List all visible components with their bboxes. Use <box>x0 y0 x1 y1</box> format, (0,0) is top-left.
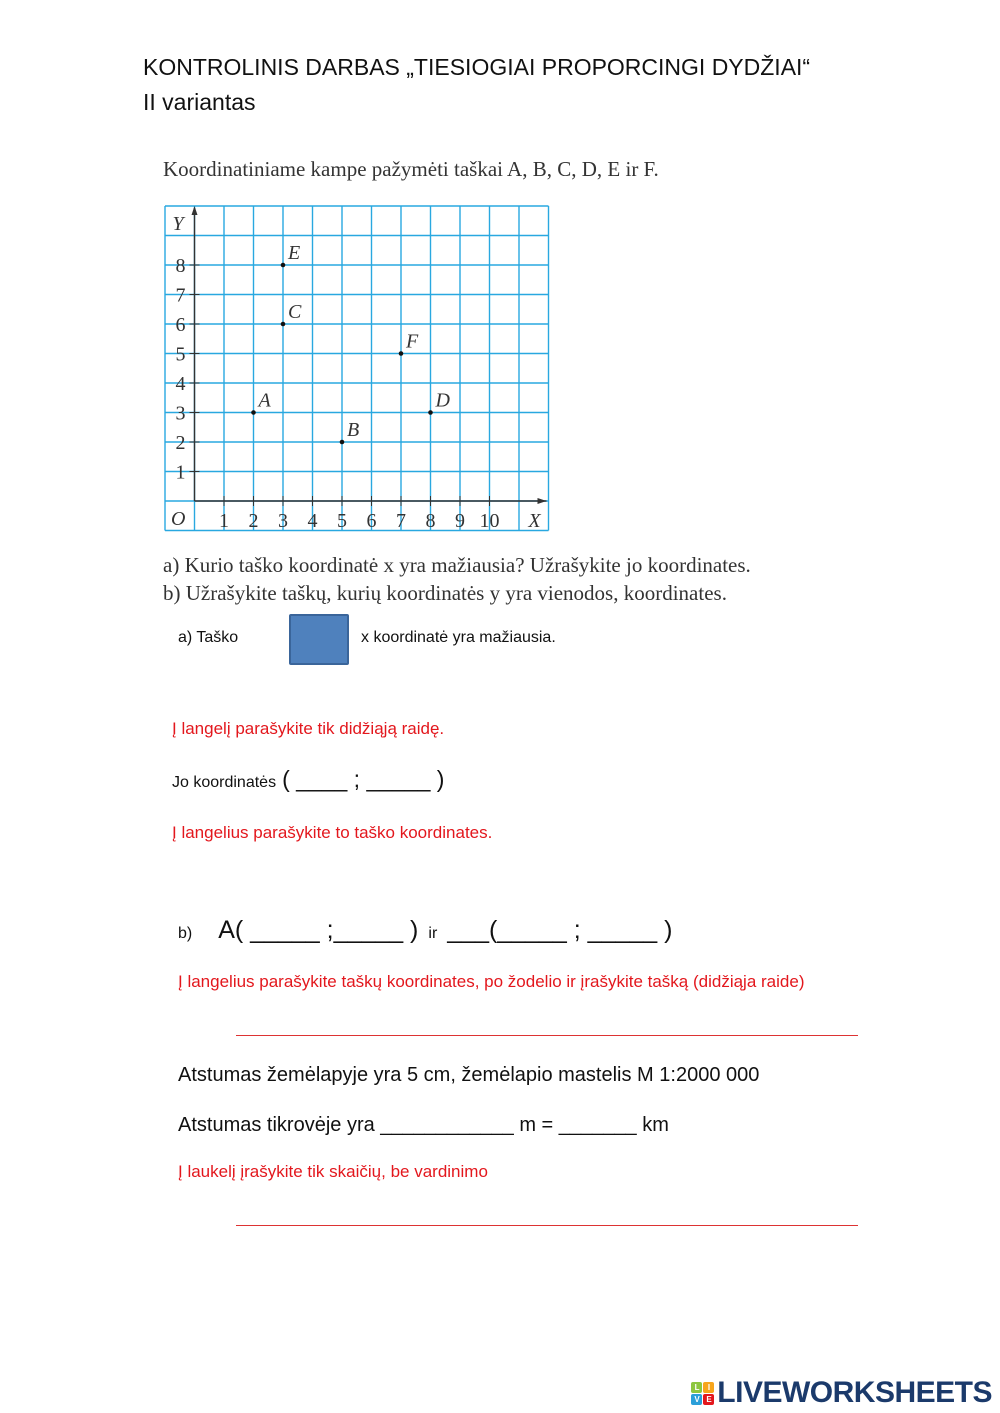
point-D <box>428 410 433 415</box>
point-label-B: B <box>347 419 360 441</box>
part-b-row <box>178 916 672 945</box>
question-a: a) Kurio taško koordinatė x yra mažiausia? Užrašykite jo koordinates. <box>163 553 751 577</box>
divider-line <box>236 1035 858 1036</box>
hint-letter: Į langelį parašykite tik didžiąją raidę. <box>172 719 445 738</box>
point-C <box>281 322 286 327</box>
map-distance-text: Atstumas žemėlapyje yra 5 cm, žemėlapio mastelis M 1:2000 000 <box>178 1064 760 1086</box>
part-b-ir: ir <box>428 925 438 942</box>
x-axis-arrow-icon <box>538 498 547 504</box>
point-label-C: C <box>288 301 302 323</box>
x-tick-label: 6 <box>366 510 377 532</box>
liveworksheets-logo <box>691 1376 992 1410</box>
worksheet-variant: II variantas <box>143 89 256 115</box>
y-tick-label: 5 <box>175 343 186 366</box>
point-A <box>251 410 256 415</box>
part-b-label: b) <box>178 925 193 942</box>
point-E <box>281 263 286 268</box>
y-tick-label: 1 <box>175 461 186 484</box>
part-b-point-a-blanks[interactable]: A( _____ ;_____ ) <box>218 916 419 944</box>
y-tick-label: 4 <box>175 373 186 395</box>
y-tick-label: 7 <box>175 284 186 307</box>
x-tick-label: 7 <box>396 510 406 532</box>
coordinate-grid <box>160 200 560 540</box>
task-intro: Koordinatiniame kampe pažymėti taškai A, B, C, D, E ir F. <box>163 157 659 181</box>
x-axis-label: X <box>528 510 541 532</box>
point-label-A: A <box>258 389 271 412</box>
y-tick-label: 8 <box>175 255 186 277</box>
logo-mark-icon: L I V E <box>691 1382 714 1405</box>
part-a-suffix: x koordinatė yra mažiausia. <box>361 629 556 646</box>
hint-part-b: Į langelius parašykite taškų koordinates, po žodelio ir įrašykite tašką (didžiąja raide) <box>178 972 805 991</box>
x-tick-label: 8 <box>425 510 436 532</box>
origin-label: O <box>171 508 186 530</box>
y-tick-label: 2 <box>175 432 186 454</box>
question-b: b) Užrašykite taškų, kurių koordinatės y yra vienodos, koordinates. <box>163 581 727 605</box>
part-a-prefix: a) Taško <box>178 629 239 646</box>
coord-row <box>172 766 444 793</box>
point-label-F: F <box>406 330 419 353</box>
x-tick-label: 4 <box>307 510 318 532</box>
divider-line <box>236 1225 858 1226</box>
point-F <box>399 351 404 356</box>
x-tick-label: 9 <box>455 510 465 532</box>
answer-letter-box[interactable] <box>289 614 349 665</box>
y-tick-label: 3 <box>175 402 186 425</box>
point-B <box>340 440 345 445</box>
part-b-second-point-blanks[interactable]: ___(_____ ; _____ ) <box>447 916 673 944</box>
x-tick-label: 10 <box>479 510 500 532</box>
hint-coordinates: Į langelius parašykite to taško koordinates. <box>172 823 493 842</box>
y-axis-label: Y <box>172 213 184 235</box>
coord-answer-blanks[interactable]: ( ____ ; _____ ) <box>282 766 445 792</box>
hint-map: Į laukelį įrašykite tik skaičių, be vardinimo <box>178 1162 488 1181</box>
coord-label: Jo koordinatės <box>172 774 277 791</box>
x-tick-label: 3 <box>278 510 288 532</box>
point-label-E: E <box>288 242 301 264</box>
x-tick-label: 5 <box>337 510 347 532</box>
logo-text: LIVEWORKSHEETS <box>717 1376 992 1409</box>
point-label-D: D <box>435 389 450 412</box>
x-tick-label: 2 <box>248 510 259 532</box>
x-tick-label: 1 <box>219 510 229 532</box>
y-tick-label: 6 <box>175 314 186 336</box>
worksheet-title: KONTROLINIS DARBAS „TIESIOGIAI PROPORCINGI DYDŽIAI“ <box>143 54 811 80</box>
map-real-distance-blanks[interactable]: Atstumas tikrovėje yra ____________ m = _______ km <box>178 1114 669 1136</box>
y-axis-arrow-icon <box>192 206 198 215</box>
